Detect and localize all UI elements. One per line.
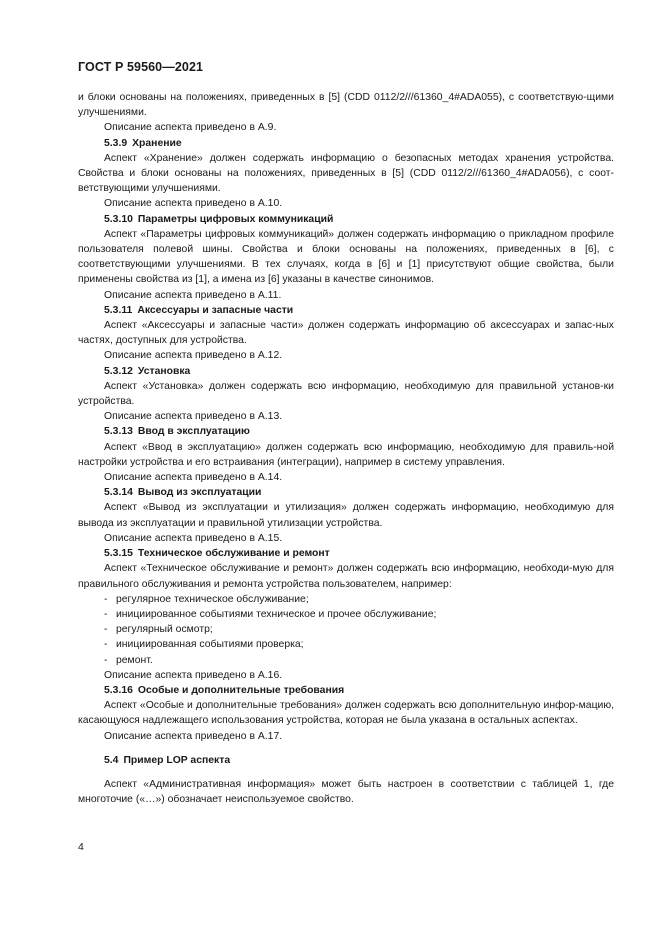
list-item bbox=[78, 607, 614, 622]
list-item bbox=[78, 653, 614, 668]
heading-title: Техническое обслуживание и ремонт bbox=[137, 548, 330, 560]
paragraph: Аспект «Параметры цифровых коммуникаций» должен содержать информацию о прикладном профиле пользователя полевой шины. Свойства и блоки основаны на положениях, приведенных в [6], с соответствующими улучшениями. В тех случаях, когда в [6] и [1] присутствуют общие свойства, были применены свойства из [1], а имена из [6] указаны в качестве синонимов. bbox=[78, 228, 614, 286]
heading-title: Установка bbox=[137, 365, 191, 377]
paragraph: Описание аспекта приведено в А.10. bbox=[104, 198, 283, 210]
heading-title: Особые и дополнительные требования bbox=[137, 684, 345, 696]
paragraph: Аспект «Вывод из эксплуатации и утилизация» должен содержать информацию, необходимую для вывода из эксплуатации и правильной утилизации устройства. bbox=[78, 502, 614, 529]
list-item bbox=[78, 592, 614, 607]
heading-title: Хранение bbox=[132, 137, 182, 149]
subsection-heading bbox=[78, 546, 614, 561]
list-item-text: регулярный осмотр; bbox=[116, 624, 213, 636]
heading-number: 5.3.10 bbox=[104, 213, 133, 225]
subsection-heading bbox=[78, 212, 614, 227]
paragraph: Описание аспекта приведено в А.9. bbox=[104, 122, 277, 134]
heading-number: 5.3.12 bbox=[104, 365, 133, 377]
paragraph: Описание аспекта приведено в А.17. bbox=[104, 730, 283, 742]
paragraph: Описание аспекта приведено в А.12. bbox=[104, 350, 283, 362]
list-item-text: регулярное техническое обслуживание; bbox=[116, 593, 309, 605]
paragraph: Описание аспекта приведено в А.16. bbox=[104, 669, 283, 681]
continued-paragraph: и блоки основаны на положениях, приведенных в [5] (CDD 0112/2///61360_4#ADA055), с соответствую-щими улучшениями. bbox=[78, 92, 614, 119]
paragraph: Аспект «Аксессуары и запасные части» должен содержать информацию об аксессуарах и запас-ных частях, доступных для устройства. bbox=[78, 320, 614, 347]
subsection-heading bbox=[78, 364, 614, 379]
subsection-heading bbox=[78, 303, 614, 318]
paragraph: Описание аспекта приведено в А.14. bbox=[104, 472, 283, 484]
document-header: ГОСТ Р 59560—2021 bbox=[78, 60, 204, 74]
document-body bbox=[78, 90, 614, 807]
heading-number: 5.3.11 bbox=[104, 304, 133, 316]
heading-number: 5.3.13 bbox=[104, 426, 133, 438]
list-item-text: инициированная событиями проверка; bbox=[116, 639, 304, 651]
paragraph: Аспект «Ввод в эксплуатацию» должен содержать всю информацию, необходимую для правиль-ной настройки устройства и его встраивания (интеграции), например в систему управления. bbox=[78, 441, 614, 468]
paragraph: Аспект «Административная информация» может быть настроен в соответствии с таблицей 1, где многоточие («…») обозначает неиспользуемое свойство. bbox=[78, 778, 614, 806]
subsection-heading bbox=[78, 136, 614, 151]
heading-title: Вывод из эксплуатации bbox=[137, 487, 262, 499]
heading-title: Аксессуары и запасные части bbox=[137, 304, 294, 316]
section-heading bbox=[78, 753, 614, 768]
list-item-text: инициированное событиями техническое и прочее обслуживание; bbox=[116, 608, 437, 620]
list-dash: - bbox=[104, 624, 108, 636]
list-dash: - bbox=[104, 593, 108, 605]
heading-title: Пример LOP аспекта bbox=[123, 754, 231, 766]
heading-number: 5.3.16 bbox=[104, 684, 133, 696]
heading-title: Ввод в эксплуатацию bbox=[137, 426, 250, 438]
subsection-heading bbox=[78, 683, 614, 698]
heading-number: 5.3.14 bbox=[104, 487, 133, 499]
heading-number: 5.4 bbox=[104, 754, 119, 766]
list-dash: - bbox=[104, 639, 108, 651]
subsection-heading bbox=[78, 424, 614, 439]
paragraph: Описание аспекта приведено в А.11. bbox=[104, 289, 282, 301]
paragraph: Описание аспекта приведено в А.13. bbox=[104, 411, 283, 423]
list-item-text: ремонт. bbox=[116, 654, 153, 666]
subsection-heading bbox=[78, 485, 614, 500]
paragraph: Аспект «Техническое обслуживание и ремонт» должен содержать всю информацию, необходи-мую для правильного обслуживания и ремонта устройства пользователем, например: bbox=[78, 563, 614, 590]
page-number: 4 bbox=[78, 842, 84, 853]
bullet-list bbox=[78, 592, 614, 668]
paragraph: Аспект «Особые и дополнительные требования» должен содержать всю дополнительную инфор-мацию, касающуюся надлежащего использования устройства, которая не была указана в остальных аспектах. bbox=[78, 700, 614, 727]
paragraph: Аспект «Хранение» должен содержать информацию о безопасных методах хранения устройства. Свойства и блоки основаны на положениях, приведенных в [5] (CDD 0112/2///61360_4#ADA056), с соот-ветствующими улучшениями. bbox=[78, 152, 614, 195]
list-item bbox=[78, 622, 614, 637]
list-dash: - bbox=[104, 654, 108, 666]
heading-title: Параметры цифровых коммуникаций bbox=[137, 213, 334, 225]
list-dash: - bbox=[104, 608, 108, 620]
list-item bbox=[78, 637, 614, 652]
paragraph: Аспект «Установка» должен содержать всю информацию, необходимую для правильной установ-ки устройства. bbox=[78, 380, 614, 408]
paragraph: Описание аспекта приведено в А.15. bbox=[104, 532, 283, 544]
heading-number: 5.3.15 bbox=[104, 548, 133, 560]
heading-number: 5.3.9 bbox=[104, 137, 128, 149]
